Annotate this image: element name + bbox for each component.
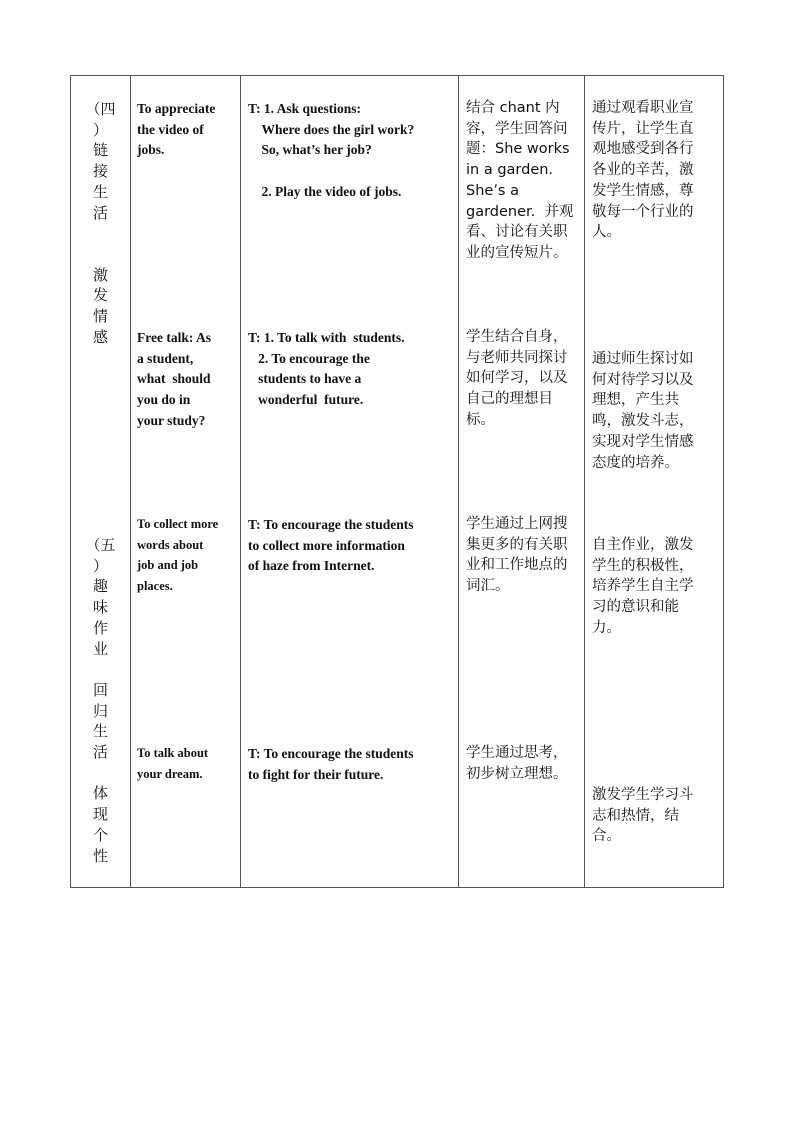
lesson-plan-table <box>70 75 724 888</box>
teacher-activity-dream: T: To encourage the students to fight for their future. <box>248 746 414 782</box>
objective-talk-dream: To talk about your dream. <box>137 746 209 781</box>
stage-column <box>71 76 131 888</box>
objective-appreciate-video: To appreciate the video of jobs. <box>137 101 216 158</box>
stage-5-label: （五 ） 趣 味 作 业 回 归 生 活 体 现 个 性 <box>85 536 116 865</box>
student-activity-chant: 结合 chant 内 容，学生回答问 题：She works in a garden. She’s a gardener. 并观 看、讨论有关职 业的宣传短片。 <box>466 100 574 261</box>
student-activity-column <box>459 76 585 888</box>
teacher-activity-video: T: 1. Ask questions: Where does the girl work? So, what’s her job? 2. Play the video of jobs. <box>248 101 415 199</box>
objective-free-talk: Free talk: As a student, what should you do in your study? <box>137 330 211 428</box>
student-activity-discuss: 学生结合自身， 与老师共同探讨 如何学习，以及 自己的理想目 标。 <box>466 329 568 428</box>
teacher-activity-column <box>241 76 459 888</box>
stage-4-label: （四 ） 链 接 生 活 激 发 情 感 <box>85 100 116 346</box>
objective-column <box>131 76 241 888</box>
teacher-activity-talk: T: 1. To talk with students. 2. To encourage the students to have a wonderful future. <box>248 330 405 408</box>
design-intent-video: 通过观看职业宣 传片，让学生直 观地感受到各行 各业的辛苦，激 发学生情感，尊 敬每一个行业的 人。 <box>592 100 694 241</box>
design-intent-homework: 自主作业，激发 学生的积极性， 培养学生自主学 习的意识和能 力。 <box>592 537 694 636</box>
objective-collect-words: To collect more words about job and job places. <box>137 517 219 594</box>
student-activity-think: 学生通过思考， 初步树立理想。 <box>466 745 568 782</box>
teacher-activity-collect: T: To encourage the students to collect more information of haze from Internet. <box>248 517 414 574</box>
design-intent-talk: 通过师生探讨如 何对待学习以及 理想，产生共 鸣，激发斗志， 实现对学生情感 态度的培养。 <box>592 351 694 471</box>
design-intent-dream: 激发学生学习斗 志和热情，结 合。 <box>592 787 694 845</box>
student-activity-search: 学生通过上网搜 集更多的有关职 业和工作地点的 词汇。 <box>466 516 568 595</box>
design-intent-column <box>585 76 724 888</box>
